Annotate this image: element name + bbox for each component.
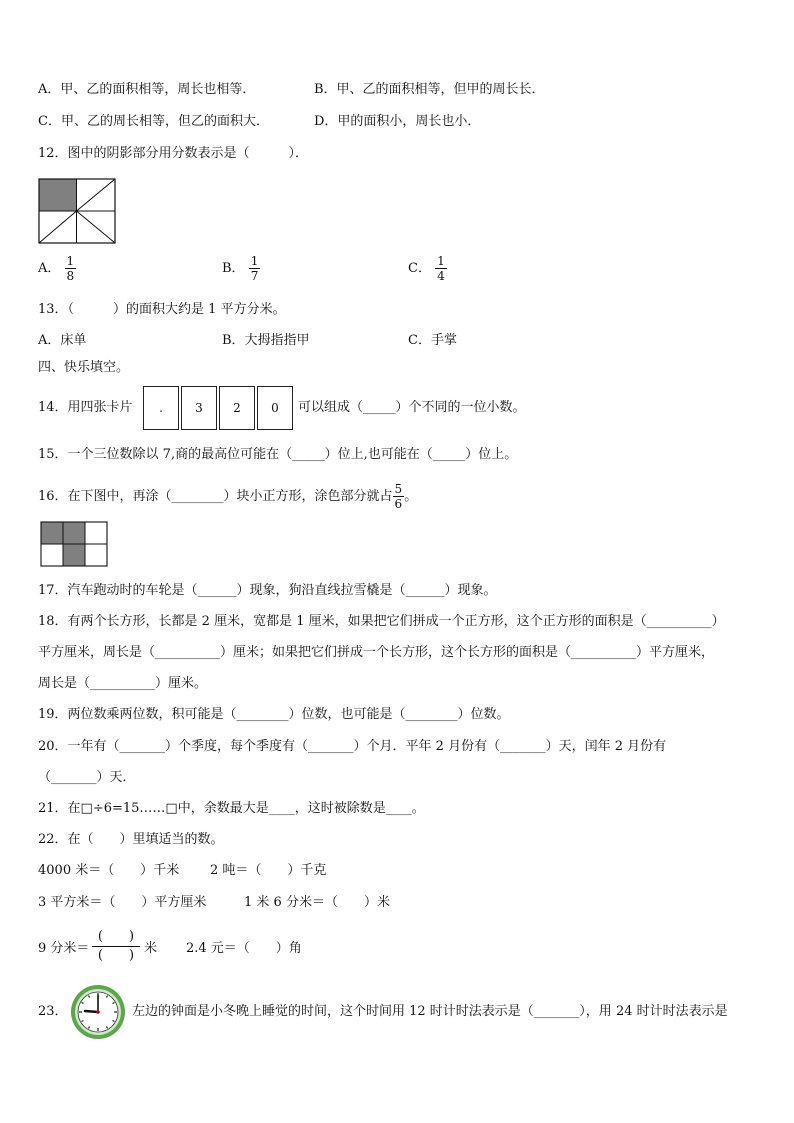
- q19-text: 19．两位数乘两位数，积可能是（________）位数，也可能是（________）位数。: [38, 707, 510, 722]
- q12-fraction-c: $\frac{1}{4}$: [437, 254, 445, 283]
- q22-item-3a-label: 9 分米＝: [38, 941, 90, 956]
- q11-option-b: B．甲、乙的面积相等，但甲的周长长．: [314, 82, 545, 97]
- q18-line-1: 18．有两个长方形，长都是 2 厘米，宽都是 1 厘米，如果把它们拼成一个正方形，这个正方形的面积是（__________）: [38, 614, 725, 629]
- q16-grid-figure: [40, 521, 108, 567]
- q22-item-3b: 2.4 元＝（ ）角: [186, 941, 302, 956]
- q21-text: 21．在□÷6=15……□中，余数最大是____，这时被除数是____。: [38, 801, 425, 816]
- q12-fraction-b: $\frac{1}{7}$: [250, 254, 259, 283]
- q13-option-a: A．床单: [38, 333, 87, 348]
- q22-item-1b: 2 吨＝（ ）千克: [210, 863, 327, 878]
- q23-number: 23．: [38, 1004, 68, 1019]
- q13-stem: 13．（ ）的面积大约是 1 平方分米。: [38, 302, 286, 317]
- q22-item-3a-unit: 米: [144, 941, 158, 956]
- q11-option-c: C．甲、乙的周长相等，但乙的面积大．: [38, 114, 269, 129]
- q17-text: 17．汽车跑动时的车轮是（______）现象，狗沿直线拉雪橇是（______）现象。: [38, 583, 497, 598]
- q12-shaded-region: [39, 179, 77, 211]
- q14-card-2: 3: [181, 386, 217, 430]
- q14-prefix: 14．用四张卡片: [38, 400, 133, 415]
- q13-option-b: B．大拇指指甲: [222, 333, 310, 348]
- q18-line-2: 平方厘米，周长是（__________）厘米；如果把它们拼成一个长方形，这个长方形的面积是（__________）平方厘米，: [38, 645, 715, 660]
- q16-shaded-cell-3: [63, 544, 85, 566]
- q12-option-a: A． $\frac{1}{8}$: [38, 254, 75, 283]
- q14-card-3: 2: [219, 386, 255, 430]
- q12-figure: [38, 178, 116, 244]
- q14-card-1: .: [143, 386, 179, 430]
- q20-line-2: （_______）天．: [38, 770, 136, 785]
- q22-item-2b: 1 米 6 分米＝（ ）米: [244, 895, 390, 910]
- q18-line-3: 周长是（__________）厘米。: [38, 676, 208, 691]
- q12-stem: 12．图中的阴影部分用分数表示是（ ）．: [38, 146, 309, 161]
- q11-option-a: A．甲、乙的面积相等，周长也相等．: [38, 82, 256, 97]
- q16-fraction: $\frac{5}{6}$: [394, 482, 403, 511]
- q15-text: 15．一个三位数除以 7,商的最高位可能在（_____）位上,也可能在（_____）位上。: [38, 447, 518, 462]
- q22-fraction-blank: ( ) ( ): [92, 928, 140, 965]
- q22-stem: 22．在（ ）里填适当的数。: [38, 832, 224, 847]
- q12-option-c: C． $\frac{1}{4}$: [408, 254, 445, 283]
- q16-shaded-cell-1: [41, 522, 63, 544]
- q13-option-c: C．手掌: [408, 333, 457, 348]
- q22-item-1a: 4000 米＝（ ）千米: [38, 863, 180, 878]
- q22-item-2a: 3 平方米＝（ ）平方厘米: [38, 895, 207, 910]
- q20-line-1: 20．一年有（_______）个季度，每个季度有（_______）个月．平年 2 月份有（_______）天，闰年 2 月份有: [38, 739, 667, 754]
- q16-shaded-cell-2: [63, 522, 85, 544]
- q16-text: 16．在下图中，再涂（________）块小正方形，涂色部分就占 $\frac{5}{6}$ 。: [38, 482, 418, 511]
- q23-text: 左边的钟面是小冬晚上睡觉的时间，这个时间用 12 时计时法表示是（_______），用 24 时计时法表示是: [132, 1004, 728, 1019]
- q11-option-d: D．甲的面积小，周长也小．: [314, 114, 481, 129]
- q14-suffix: 可以组成（_____）个不同的一位小数。: [298, 400, 526, 415]
- section-heading: 四、快乐填空。: [38, 360, 130, 375]
- q12-fraction-a: $\frac{1}{8}$: [66, 254, 75, 283]
- q12-option-b: B． $\frac{1}{7}$: [222, 254, 259, 283]
- q14-card-4: 0: [257, 386, 293, 430]
- clock-icon: [68, 984, 128, 1040]
